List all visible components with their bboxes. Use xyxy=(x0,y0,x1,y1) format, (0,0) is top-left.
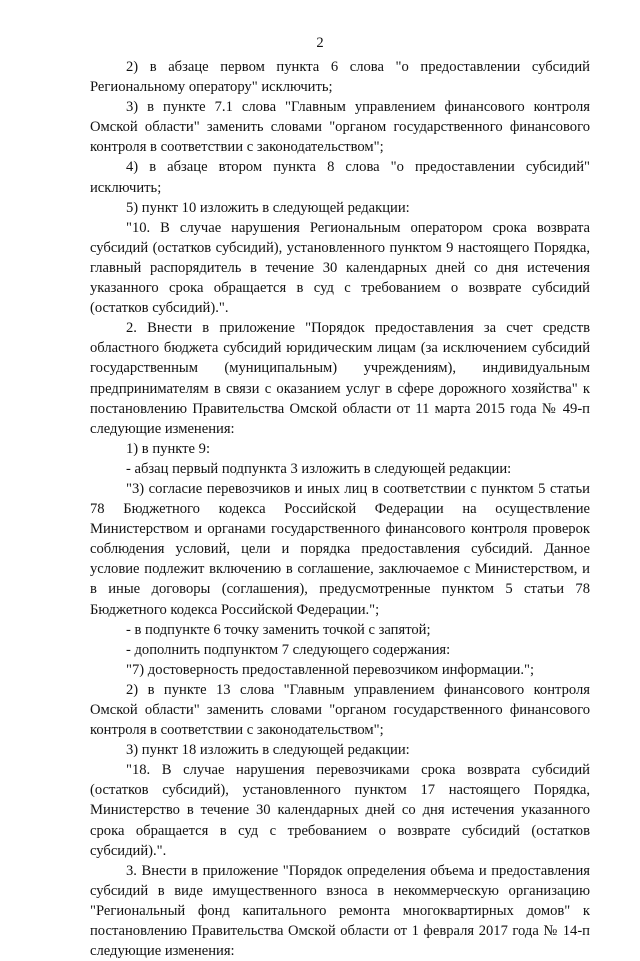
paragraph: 2) в абзаце первом пункта 6 слова "о предоставлении субсидий Региональному оператору" исключить; xyxy=(90,59,590,96)
paragraph: 3) в пункте 7.1 слова "Главным управлением финансового контроля Омской области" заменить словами "органом государственного финансового контроля в соответствии с законодательством"; xyxy=(90,99,590,156)
paragraph: "3) согласие перевозчиков и иных лиц в соответствии с пунктом 5 статьи 78 Бюджетного кодекса Российской Федерации на осуществление Министерством и органами государственного финансового контроля проверок соблюдения условий, цели и порядка предоставления субсидий. Данное условие подлежит включению в соглашение, заключаемое с Министерством, и в иные договоры (соглашения), предусмотренные пунктом 5 статьи 78 Бюджетного кодекса Российской Федерации."; xyxy=(90,480,590,618)
paragraph: - абзац первый подпункта 3 изложить в следующей редакции: xyxy=(126,460,512,477)
paragraph: 3) пункт 18 изложить в следующей редакции: xyxy=(126,742,410,759)
paragraph: 4) в абзаце втором пункта 8 слова "о предоставлении субсидий" исключить; xyxy=(90,159,590,196)
paragraph: "10. В случае нарушения Региональным оператором срока возврата субсидий (остатков субсидий), установленного пунктом 9 настоящего Порядка, главный распорядитель в течение 30 календарных дней со дня истечения указанного срока обращается в суд с требованием о возврате субсидий (остатков субсидий).". xyxy=(90,219,590,317)
document-body xyxy=(90,57,590,961)
paragraph: - в подпункте 6 точку заменить точкой с запятой; xyxy=(126,621,431,638)
paragraph: 2. Внести в приложение "Порядок предоставления за счет средств областного бюджета субсидий юридическим лицам (за исключением субсидий государственным (муниципальным) учреждениям), индивидуальным предпринимателям в связи с оказанием услуг в сфере дорожного хозяйства" к постановлению Правительства Омской области от 11 марта 2015 года № 49-п следующие изменения: xyxy=(90,320,590,437)
paragraph: 1) в пункте 9: xyxy=(126,440,211,457)
paragraph: "18. В случае нарушения перевозчиками срока возврата субсидий (остатков субсидий), установленного пунктом 17 настоящего Порядка, Министерство в течение 30 календарных дней со дня истечения указанного срока обращается в суд с требованием о возврате субсидий (остатков субсидий).". xyxy=(90,762,590,859)
paragraph: 3. Внести в приложение "Порядок определения объема и предоставления субсидий в виде имущественного взноса в некоммерческую организацию "Региональный фонд капитального ремонта многоквартирных домов" к постановлению Правительства Омской области от 1 февраля 2017 года № 14-п следующие изменения: xyxy=(90,862,590,960)
page-number: 2 xyxy=(316,35,324,51)
paragraph: "7) достоверность предоставленной перевозчиком информации."; xyxy=(126,661,535,678)
paragraph: 2) в пункте 13 слова "Главным управлением финансового контроля Омской области" заменить словами "органом государственного финансового контроля в соответствии с законодательством"; xyxy=(90,681,590,739)
paragraph: - дополнить подпунктом 7 следующего содержания: xyxy=(126,641,451,658)
paragraph: 5) пункт 10 изложить в следующей редакции: xyxy=(126,199,410,216)
